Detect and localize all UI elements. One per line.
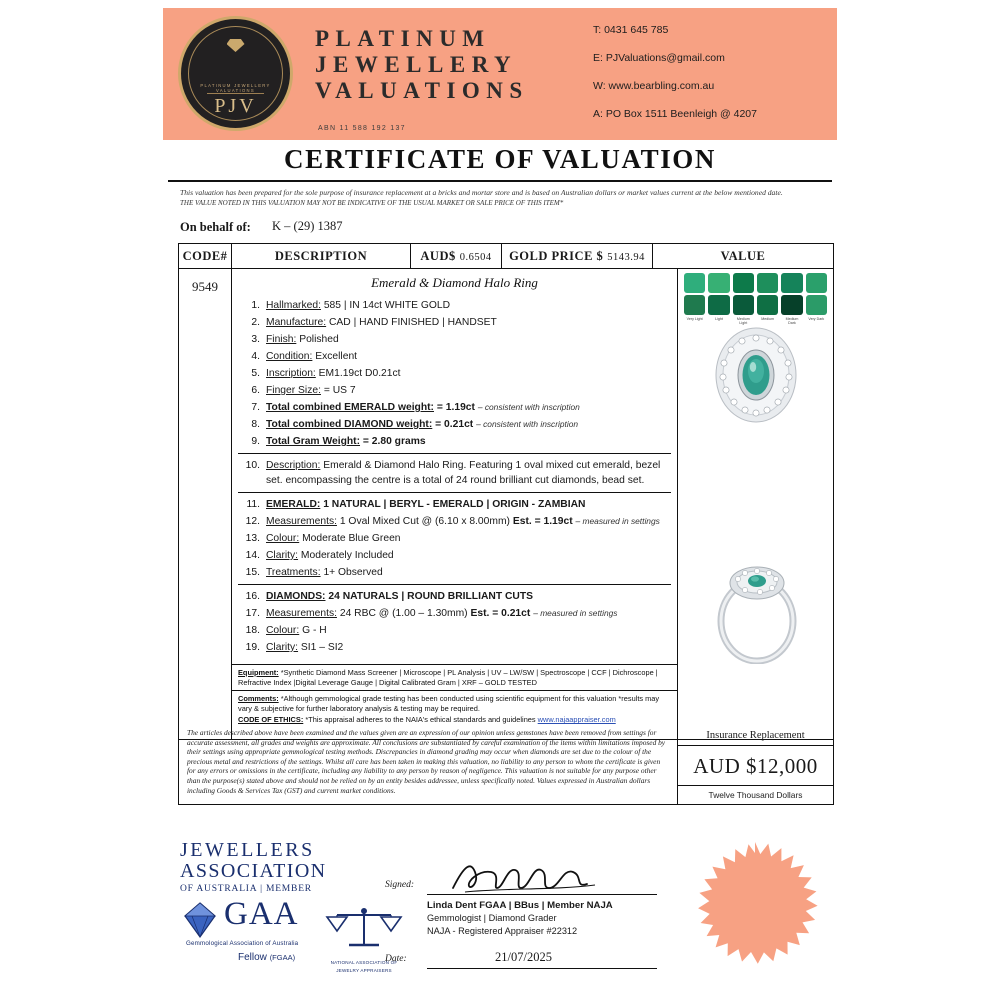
logo-arc-text: PLATINUM JEWELLERY VALUATIONS bbox=[200, 83, 271, 93]
logo-divider bbox=[207, 93, 264, 94]
swatch-label: Very Light bbox=[686, 317, 703, 321]
logo-monogram: PJV bbox=[214, 95, 257, 117]
header-gold-label: GOLD PRICE $ bbox=[509, 249, 604, 263]
colour-swatch bbox=[781, 273, 802, 293]
header-value: VALUE bbox=[720, 249, 766, 263]
ring-top-view-photo bbox=[696, 327, 816, 432]
row-value: SI1 – SI2 bbox=[300, 642, 344, 653]
row-value: EM1.19ct D0.21ct bbox=[318, 368, 401, 379]
brand-name bbox=[315, 26, 585, 104]
date-line bbox=[427, 968, 657, 969]
row-divider bbox=[238, 492, 671, 493]
row-number: 6. bbox=[251, 385, 260, 396]
insurance-words: Twelve Thousand Dollars bbox=[678, 785, 833, 804]
row-value: G - H bbox=[302, 625, 327, 636]
jaa-line-2: ASSOCIATION bbox=[180, 860, 327, 882]
row-number: 18. bbox=[245, 625, 260, 636]
naja-line-2: JEWELRY APPRAISERS bbox=[336, 968, 392, 973]
comments-text: *Although gemmological grade testing has been conducted using scientific equipment for this valuation *results may vary & subjective for further laboratory analysis & testing may be required. bbox=[238, 694, 660, 713]
header-aud-value: 0.6504 bbox=[459, 252, 492, 263]
row-number: 14. bbox=[245, 550, 260, 561]
row-label: Manufacture: bbox=[266, 317, 327, 328]
row-value: 1+ Observed bbox=[323, 567, 383, 578]
contact-block bbox=[593, 24, 833, 136]
row-number: 12. bbox=[245, 516, 260, 527]
row-label: Description: bbox=[266, 460, 321, 471]
header-aud-label: AUD$ bbox=[420, 249, 456, 263]
equipment-notes bbox=[232, 664, 677, 690]
header-code: CODE# bbox=[179, 244, 232, 268]
contact-address: A: PO Box 1511 Beenleigh @ 4207 bbox=[593, 108, 757, 120]
row-number: 16. bbox=[245, 591, 260, 602]
row-label: Total combined EMERALD weight: bbox=[266, 402, 434, 413]
swatch-label: Medium bbox=[761, 317, 775, 321]
swatch-label: Very Dark bbox=[808, 317, 825, 321]
preamble-line-1: This valuation has been prepared for the sole purpose of insurance replacement at a bricks and mortar store and is based on Australian dollars or market values current at the below mentioned date. bbox=[180, 188, 783, 197]
signature-line bbox=[427, 894, 657, 895]
row-value: = 2.80 grams bbox=[362, 436, 426, 447]
colour-swatch bbox=[708, 273, 729, 293]
page-title: CERTIFICATE OF VALUATION bbox=[283, 144, 717, 174]
signed-label: Signed: bbox=[385, 880, 415, 890]
item-title: Emerald & Diamond Halo Ring bbox=[371, 275, 538, 290]
row-value: Moderate Blue Green bbox=[302, 533, 401, 544]
fellow-paren: (FGAA) bbox=[269, 953, 296, 962]
table-row bbox=[238, 314, 671, 331]
ethics-link[interactable]: www.najaappraiser.com bbox=[537, 715, 616, 725]
row-divider bbox=[238, 453, 671, 454]
insurance-title: Insurance Replacement bbox=[678, 722, 833, 746]
colour-swatch bbox=[806, 273, 827, 293]
row-value: CAD | HAND FINISHED | HANDSET bbox=[328, 317, 497, 328]
row-number: 15. bbox=[245, 567, 260, 578]
table-row bbox=[238, 588, 671, 605]
row-estimate: Est. = 0.21ct bbox=[470, 608, 531, 619]
colour-swatch bbox=[757, 273, 778, 293]
row-number: 7. bbox=[251, 402, 260, 413]
row-estimate: Est. = 1.19ct bbox=[512, 516, 573, 527]
code-column bbox=[179, 269, 232, 739]
gaa-diamond-icon bbox=[180, 900, 220, 940]
table-row bbox=[238, 530, 671, 547]
preamble-line-2: THE VALUE NOTED IN THIS VALUATION MAY NOT BE INDICATIVE OF THE USUAL MARKET OR SALE PRICE OF THIS ITEM* bbox=[180, 199, 564, 207]
table-row bbox=[238, 365, 671, 382]
row-number: 19. bbox=[245, 642, 260, 653]
date-label: Date: bbox=[385, 954, 407, 964]
row-note: – consistent with inscription bbox=[476, 419, 579, 429]
swatch-row-1 bbox=[684, 273, 827, 293]
gaa-subtitle: Gemmological Association of Australia bbox=[186, 940, 299, 947]
lower-block bbox=[178, 722, 834, 805]
table-row bbox=[238, 622, 671, 639]
row-value: = 0.21ct bbox=[435, 419, 474, 430]
jaa-line-3: OF AUSTRALIA | MEMBER bbox=[180, 884, 312, 894]
row-note: – measured in settings bbox=[533, 608, 618, 618]
image-column bbox=[678, 269, 833, 739]
table-row bbox=[238, 513, 671, 530]
table-row bbox=[238, 399, 671, 416]
date-value: 21/07/2025 bbox=[495, 950, 552, 964]
row-value: = 1.19ct bbox=[436, 402, 475, 413]
swatch-row-2 bbox=[684, 295, 827, 315]
scales-icon bbox=[319, 905, 409, 953]
row-label: DIAMONDS: bbox=[266, 591, 326, 602]
row-value: Emerald & Diamond Halo Ring. Featuring 1 oval mixed cut emerald, bezel set. encompassing the centre is a total of 24 round brilliant cut diamonds, bead set. bbox=[266, 460, 661, 486]
table-body bbox=[179, 269, 833, 739]
gaa-fellow bbox=[238, 952, 295, 963]
table-row bbox=[238, 348, 671, 365]
colour-swatch-chart bbox=[684, 273, 827, 325]
colour-swatch bbox=[781, 295, 802, 315]
brand-line-3: VALUATIONS bbox=[315, 78, 529, 103]
preamble bbox=[180, 188, 840, 208]
ethics-text: *This appraisal adheres to the NAIA's ethical standards and guidelines bbox=[305, 715, 536, 725]
row-value: 24 NATURALS | ROUND BRILLIANT CUTS bbox=[328, 591, 533, 602]
gaa-text: GAA bbox=[224, 896, 299, 932]
signature-icon bbox=[445, 858, 605, 898]
swatch-labels bbox=[684, 317, 827, 325]
insurance-amount: AUD $12,000 bbox=[693, 754, 818, 778]
fellow-label: Fellow bbox=[238, 952, 267, 963]
row-number: 4. bbox=[251, 351, 260, 362]
header-band bbox=[163, 8, 837, 140]
naja-line-1: NATIONAL ASSOCIATION OF bbox=[330, 960, 398, 965]
description-row bbox=[238, 457, 671, 489]
row-label: Inscription: bbox=[266, 368, 316, 379]
header-description: DESCRIPTION bbox=[232, 244, 411, 268]
colour-swatch bbox=[806, 295, 827, 315]
row-number: 1. bbox=[251, 300, 260, 311]
brand-line-2: JEWELLERY bbox=[315, 52, 518, 77]
row-value: = US 7 bbox=[323, 385, 356, 396]
colour-swatch bbox=[733, 295, 754, 315]
row-value: 1 NATURAL | BERYL - EMERALD | ORIGIN - ZAMBIAN bbox=[323, 499, 586, 510]
disclaimer-text: The articles described above have been examined and the values given are an expression of our opinion unless gemstones have been removed from settings for accurate assessment, all grades and weights are approximate. All conclusions are substantiated by careful examination of the items within limitations imposed by their settings using appropriate gemmological testing methods. Discrepancies in diamond grading may occur when diamonds are set due to the colour of the precious metal and restrictions of the settings. Whilst all care has been taken in making this valuation, no liability to any person to whom the certificate is given for any errors or omissions in the certificate, including any liability to any person by reason of negligence. This valuation is not suitable for any purpose other than the purpose(s) stated above and should not be relied on by an entity besides addressee, unless specifically noted. Values expressed in Australian dollars including Goods & Services Tax (GST) and current market conditions. bbox=[179, 722, 678, 804]
row-label: EMERALD: bbox=[266, 499, 321, 510]
colour-swatch bbox=[757, 295, 778, 315]
seal-starburst bbox=[680, 840, 830, 990]
row-label: Finger Size: bbox=[266, 385, 321, 396]
row-number: 9. bbox=[251, 436, 260, 447]
row-label: Measurements: bbox=[266, 516, 337, 527]
contact-email: E: PJValuations@gmail.com bbox=[593, 52, 725, 64]
signer-name: Linda Dent FGAA | BBus | Member NAJA bbox=[427, 900, 613, 911]
table-row bbox=[238, 331, 671, 348]
contact-phone: T: 0431 645 785 bbox=[593, 24, 669, 36]
row-label: Finish: bbox=[266, 334, 297, 345]
row-value: Polished bbox=[299, 334, 339, 345]
swatch-label: Light bbox=[715, 317, 723, 321]
table-row bbox=[238, 547, 671, 564]
row-number: 11. bbox=[246, 499, 260, 510]
row-value: 585 | IN 14ct WHITE GOLD bbox=[323, 300, 451, 311]
table-row bbox=[238, 297, 671, 314]
row-value: Excellent bbox=[315, 351, 358, 362]
company-logo bbox=[178, 16, 293, 131]
swatch-label: Medium Dark bbox=[785, 317, 799, 325]
row-note: – consistent with inscription bbox=[477, 402, 580, 412]
row-label: Condition: bbox=[266, 351, 313, 362]
row-number: 8. bbox=[251, 419, 260, 430]
table-row bbox=[238, 605, 671, 622]
abn-text: ABN 11 588 192 137 bbox=[318, 125, 406, 132]
description-column bbox=[232, 269, 678, 739]
row-label: Hallmarked: bbox=[266, 300, 321, 311]
table-row bbox=[238, 416, 671, 433]
table-row bbox=[238, 382, 671, 399]
row-value: 1 Oval Mixed Cut @ (6.10 x 8.00mm) bbox=[339, 516, 510, 527]
table-row bbox=[238, 639, 671, 656]
row-label: Clarity: bbox=[266, 642, 299, 653]
jaa-line-1: JEWELLERS bbox=[180, 839, 315, 861]
row-label: Measurements: bbox=[266, 608, 337, 619]
header-gold-value: 5143.94 bbox=[607, 252, 645, 263]
colour-swatch bbox=[684, 295, 705, 315]
equipment-text: *Synthetic Diamond Mass Screener | Microscope | PL Analysis | UV – LW/SW | Spectroscope | CCF | Dichroscope | Refractive Index |Digital Leverage Gauge | Digital Calibrated Gram | XRF – GOLD TESTED bbox=[238, 668, 658, 687]
table-header-row bbox=[179, 244, 833, 269]
row-number: 13. bbox=[245, 533, 260, 544]
colour-swatch bbox=[733, 273, 754, 293]
row-label: Colour: bbox=[266, 625, 300, 636]
title-divider bbox=[168, 180, 832, 182]
row-label: Total Gram Weight: bbox=[266, 436, 361, 447]
row-divider bbox=[238, 584, 671, 585]
contact-website: W: www.bearbling.com.au bbox=[593, 80, 715, 92]
on-behalf-label: On behalf of: bbox=[180, 220, 251, 234]
table-row bbox=[238, 564, 671, 581]
row-value: Moderately Included bbox=[300, 550, 394, 561]
header-aud bbox=[411, 244, 502, 268]
swatch-label: Medium Light bbox=[736, 317, 750, 325]
ring-side-view-photo bbox=[700, 559, 815, 664]
on-behalf-value: K – (29) 1387 bbox=[272, 219, 343, 233]
equipment-label: Equipment: bbox=[238, 668, 279, 677]
signer-registration: NAJA - Registered Appraiser #22312 bbox=[427, 926, 578, 936]
row-number: 3. bbox=[251, 334, 260, 345]
row-label: Treatments: bbox=[266, 567, 321, 578]
row-label: Clarity: bbox=[266, 550, 299, 561]
valuation-table bbox=[178, 243, 834, 740]
code-number: 9549 bbox=[192, 279, 218, 294]
jaa-logo bbox=[180, 840, 340, 894]
table-row bbox=[238, 496, 671, 513]
brand-line-1: PLATINUM bbox=[315, 26, 491, 51]
row-value: 24 RBC @ (1.00 – 1.30mm) bbox=[339, 608, 468, 619]
row-label: Colour: bbox=[266, 533, 300, 544]
comments-label: Comments: bbox=[238, 694, 279, 704]
colour-swatch bbox=[684, 273, 705, 293]
detail-rows bbox=[232, 297, 677, 656]
signer-role: Gemmologist | Diamond Grader bbox=[427, 913, 557, 923]
insurance-block bbox=[678, 722, 833, 804]
colour-swatch bbox=[708, 295, 729, 315]
row-label: Total combined DIAMOND weight: bbox=[266, 419, 433, 430]
row-number: 10. bbox=[245, 460, 260, 471]
header-gold bbox=[502, 244, 653, 268]
row-number: 17. bbox=[245, 608, 260, 619]
row-note: – measured in settings bbox=[575, 516, 660, 526]
table-row bbox=[238, 433, 671, 450]
row-number: 2. bbox=[251, 317, 260, 328]
ethics-label: CODE OF ETHICS: bbox=[238, 715, 304, 725]
row-number: 5. bbox=[251, 368, 260, 379]
